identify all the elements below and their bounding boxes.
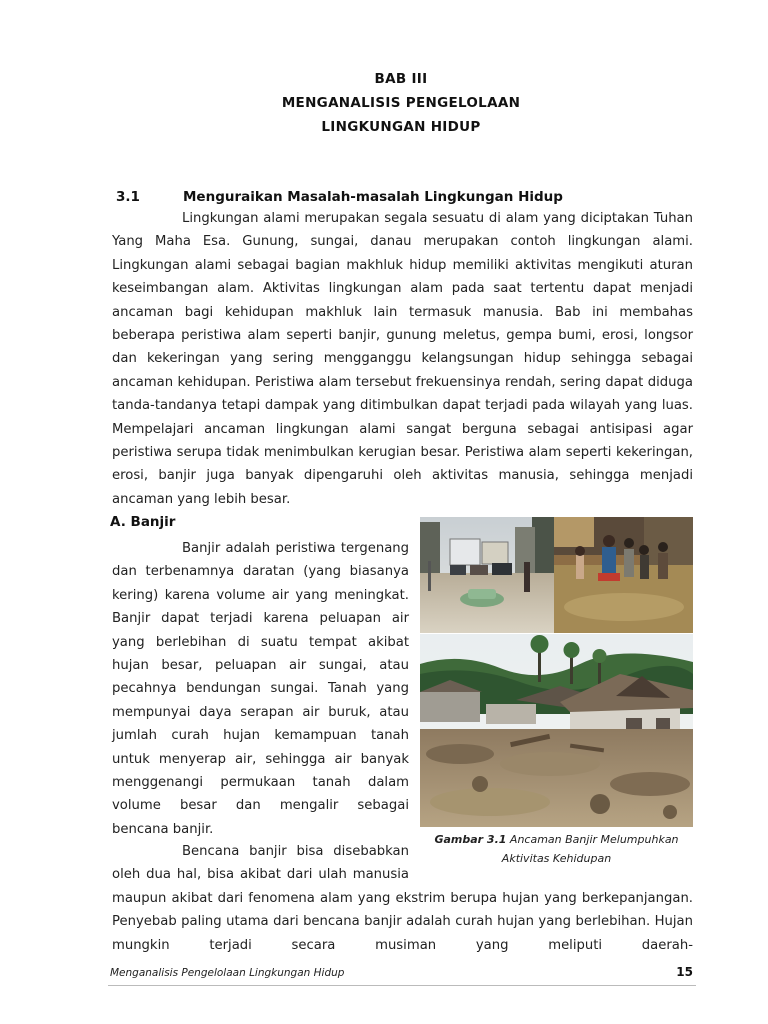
flood-cause-paragraph: Bencana banjir bisa disebabkan oleh dua hal, bisa akibat dari ulah manusia: [112, 844, 409, 883]
figure-caption: [420, 830, 693, 868]
subsection-heading: A. Banjir: [110, 514, 176, 530]
page-number: 15: [676, 965, 693, 979]
flood-figure: [420, 517, 693, 827]
wading-people-photo: [554, 517, 693, 633]
flood-paragraph: Banjir adalah peristiwa tergenang dan terbenamnya daratan (yang biasanya kering) karena volume air yang meningkat. Banjir dapat terjadi karena peluapan air yang berlebihan di suatu tempat akibat hujan besar, peluapan air sungai, atau pecahnya bendungan sungai. Tanah yang mempunyai daya serapan air buruk, atau jumlah curah hujan kemampuan tanah untuk menyerap air, sehingga air banyak menggenangi permukaan tanah dalam volume besar dan mengalir sebagai bencana banjir.: [112, 541, 409, 837]
footer-title: Menganalisis Pengelolaan Lingkungan Hidup: [110, 967, 345, 979]
flooded-street-photo: [420, 517, 554, 633]
flood-cause-continued: maupun akibat dari fenomena alam yang ekstrim berupa hujan yang berkepanjangan. Penyebab paling utama dari bencana banjir adalah curah hujan yang berlebihan. Hujan mungkin terjadi secara musiman yang meliputi daerah-: [112, 891, 693, 953]
section-number: 3.1: [116, 189, 140, 205]
chapter-title-line2: LINGKUNGAN HIDUP: [321, 119, 481, 135]
figure-label: Gambar 3.1: [434, 833, 507, 846]
figure-caption-line1: Ancaman Banjir Melumpuhkan: [509, 833, 679, 846]
chapter-title-line1: MENGANALISIS PENGELOLAAN: [281, 95, 521, 111]
mudflow-damage-photo: [420, 634, 693, 827]
chapter-label: BAB III: [374, 71, 428, 87]
figure-caption-line2: Aktivitas Kehidupan: [501, 852, 612, 865]
footer-divider: [108, 985, 696, 986]
intro-paragraph: Lingkungan alami merupakan segala sesuatu di alam yang diciptakan Tuhan Yang Maha Esa. Gunung, sungai, danau merupakan contoh lingkungan alami. Lingkungan alami sebagai bagian makhluk hidup memiliki aktivitas mengikuti aturan keseimbangan alam. Aktivitas lingkungan alam pada saat tertentu dapat menjadi ancaman bagi kehidupan makhluk lain termasuk manusia. Bab ini membahas beberapa peristiwa alam seperti banjir, gunung meletus, gempa bumi, erosi, longsor dan kekeringan yang sering mengganggu kelangsungan hidup sehingga sebagai ancaman kehidupan. Peristiwa alam tersebut frekuensinya rendah, sering dapat diduga tanda-tandanya tetapi dampak yang ditimbulkan dapat terjadi pada wilayah yang luas. Mempelajari ancaman lingkungan alami sangat berguna sebagai antisipasi agar peristiwa serupa tidak menimbulkan kerugian besar. Peristiwa alam seperti kekeringan, erosi, banjir juga banyak dipengaruhi oleh aktivitas manusia, sehingga menjadi ancaman yang lebih besar.: [112, 211, 693, 507]
section-title: Menguraikan Masalah-masalah Lingkungan Hidup: [183, 189, 563, 205]
